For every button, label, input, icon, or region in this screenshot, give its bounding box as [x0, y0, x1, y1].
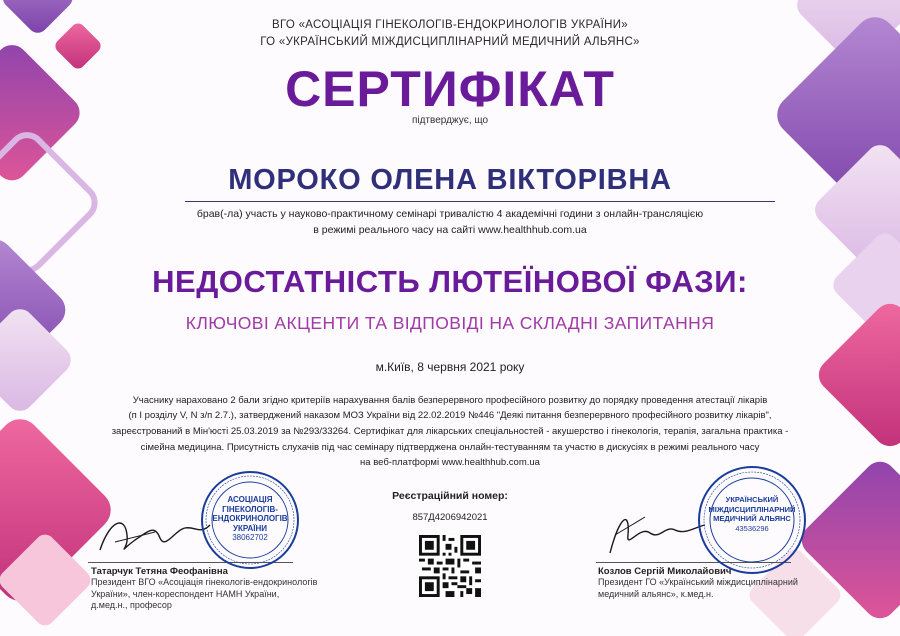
right-signature [600, 505, 710, 560]
left-signatory [91, 566, 361, 612]
right-signatory-title-2: медичний альянс», к.мед.н. [598, 588, 714, 599]
event-subtopic: КЛЮЧОВІ АКЦЕНТИ ТА ВІДПОВІДІ НА СКЛАДНІ ЗАПИТАННЯ [185, 313, 715, 333]
event-topic: НЕДОСТАТНІСТЬ ЛЮТЕЇНОВОЇ ФАЗИ: [152, 264, 748, 299]
confirms-text: підтверджує, що [411, 115, 489, 126]
cpd-text-line-2: (п І розділу V, N з/п 2.7.), затверджений наказом МОЗ України від 22.02.2019 №446 "Деякі питання безперервного професійного розвитку лікарів", [128, 410, 772, 421]
right-signatory-title-1: Президент ГО «Український міждисциплінарний [598, 577, 798, 587]
right-signatory [598, 566, 828, 600]
certificate-title: СЕРТИФІКАТ [285, 61, 615, 117]
left-stamp-text: АСОЦІАЦІЯ ГІНЕКОЛОГІВ- ЕНДОКРИНОЛОГІВ УКРАЇНИ 38062702 [212, 495, 288, 542]
organization-name-2: ГО «УКРАЇНСЬКИЙ МІЖДИСЦИПЛІНАРНИЙ МЕДИЧНИЙ АЛЬЯНС» [260, 36, 640, 48]
cpd-text-line-4: сімейна медицина. Присутність слухачів під час семінару підтверджена онлайн-тестуванням та участю в дискусіях в режимі реального часу [140, 442, 760, 453]
recipient-name: МОРОКО ОЛЕНА ВІКТОРІВНА [228, 164, 672, 196]
organization-name-1: ВГО «АСОЦІАЦІЯ ГІНЕКОЛОГІВ-ЕНДОКРИНОЛОГІВ УКРАЇНИ» [272, 19, 628, 31]
participation-line-2: в режимі реального часу на сайті www.healthhub.com.ua [313, 224, 587, 236]
qr-code[interactable] [419, 535, 481, 597]
left-signatory-title-2: України», член-кореспондент НАМН України, [91, 588, 280, 599]
registration-number: 857Д4206942021 [412, 512, 488, 523]
cpd-text-line-5: на веб-платформі www.healthhub.com.ua [360, 457, 540, 468]
cpd-text-line-3: зареєстрований в Мін'юсті 25.03.2019 за №293/33264. Сертифікат для лікарських спеціальностей - акушерство і гінекологія, терапія, загальна практика - [111, 426, 789, 437]
cpd-text-line-1: Учаснику нараховано 2 бали згідно критеріїв нарахування балів безперервного професійного розвитку до порядку проведення атестації лікарів [132, 395, 768, 406]
participation-line-1: брав(-ла) участь у науково-практичному семінарі тривалістю 4 академічні години з онлайн-трансляцією [196, 208, 704, 220]
left-signature [95, 510, 215, 560]
right-stamp-text: УКРАЇНСЬКИЙ МІЖДИСЦИПЛІНАРНИЙ МЕДИЧНИЙ АЛЬЯНС 43536296 [708, 495, 796, 533]
place-date: м.Київ, 8 червня 2021 року [375, 360, 525, 374]
left-signatory-name: Татарчук Тетяна Феофанівна [91, 566, 228, 577]
right-signatory-name: Козлов Сергій Миколайович [598, 566, 732, 577]
registration-label: Реєстраційний номер: [392, 490, 508, 502]
name-underline [185, 201, 775, 202]
left-signatory-title-3: д.мед.н., професор [91, 600, 172, 610]
left-signatory-title-1: Президент ВГО «Асоціація гінекологів-ендокринологів [91, 577, 318, 587]
